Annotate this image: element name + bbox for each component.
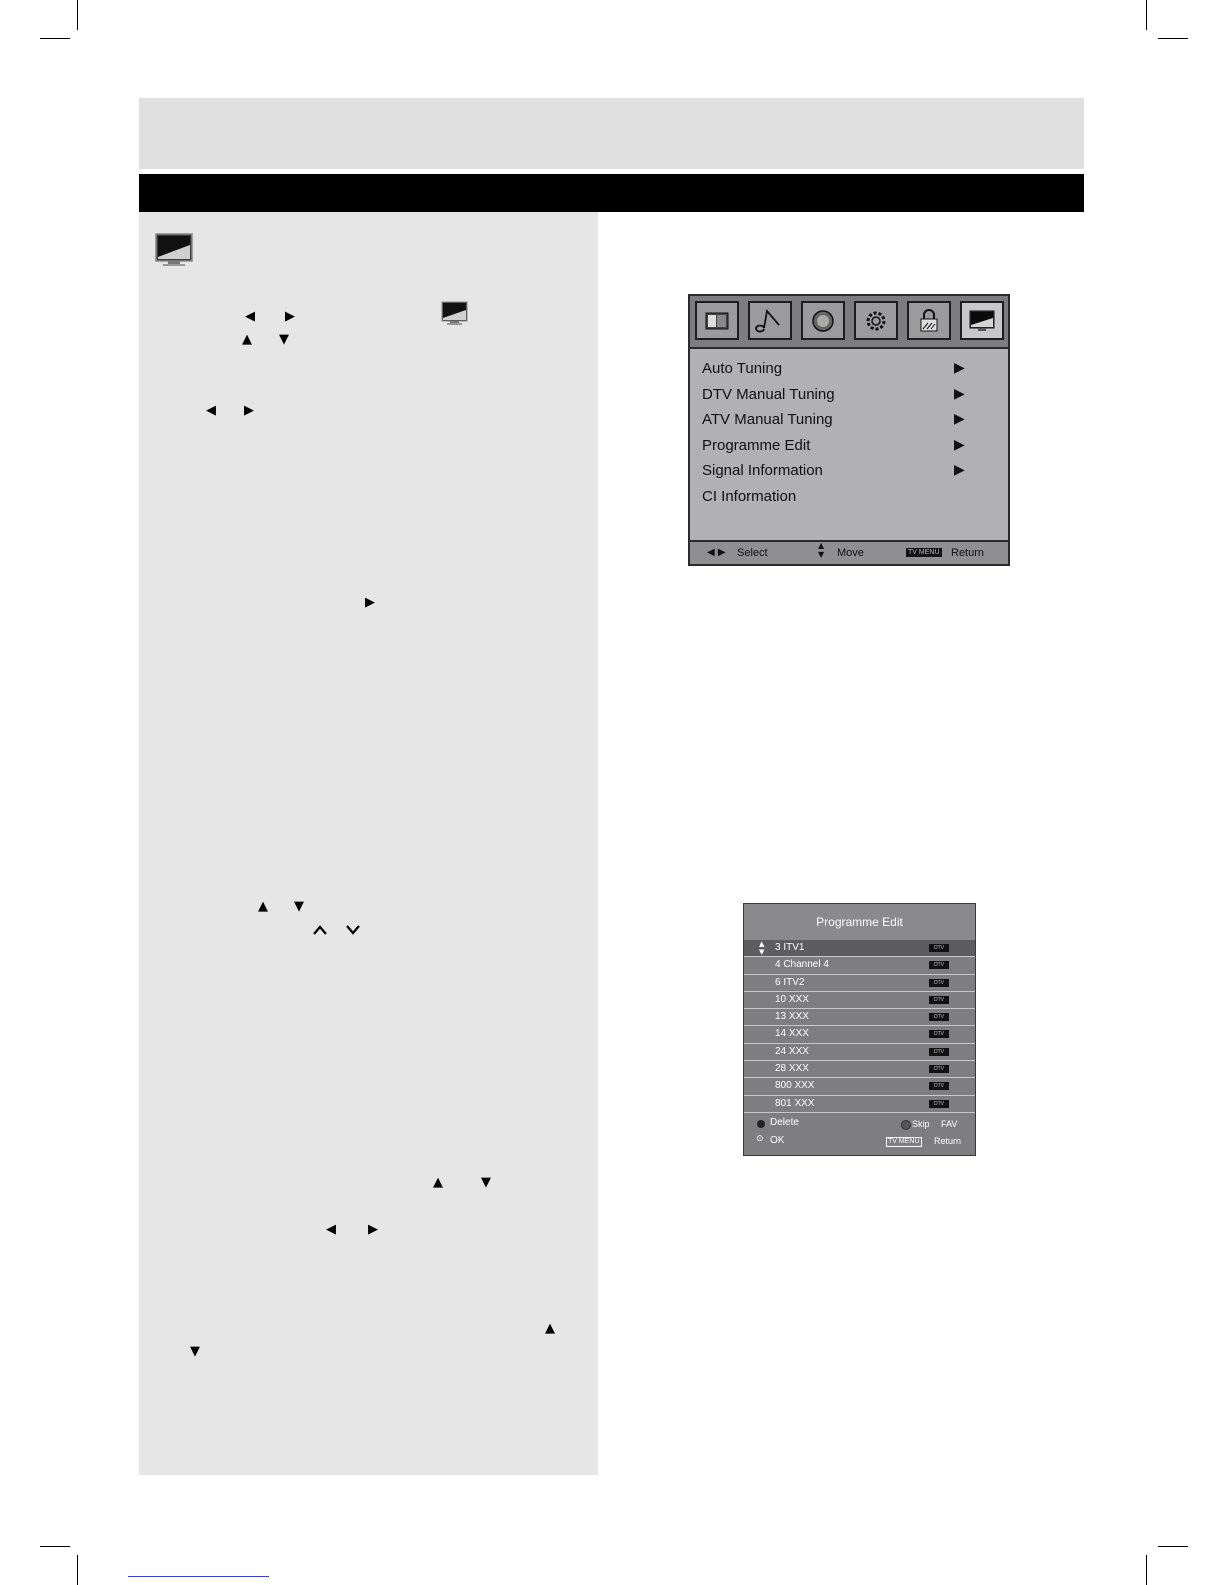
ok-hint: OK <box>770 1135 785 1146</box>
menu-item-auto-tuning[interactable] <box>702 356 992 382</box>
tv-menu-key: TV MENU <box>908 549 940 556</box>
programme-name: 6 ITV2 <box>775 976 805 988</box>
menu-tab-bar <box>690 296 1008 349</box>
dtv-badge: DTV <box>929 1030 949 1038</box>
programme-name: 24 XXX <box>775 1045 809 1057</box>
menu-item-dtv-manual-tuning[interactable] <box>702 382 992 408</box>
left-arrow-icon: ◀ <box>206 403 216 418</box>
down-arrow-icon: ▼ <box>190 1344 200 1359</box>
fav-hint: FAV <box>941 1119 958 1129</box>
chevron-up-icon <box>312 924 328 936</box>
ok-button-icon: ⊙ <box>756 1134 764 1144</box>
tv-menu-screen <box>688 294 1010 566</box>
instructions-column <box>139 212 598 1475</box>
crop-mark <box>40 38 70 39</box>
up-arrow-icon: ▲ <box>433 1175 443 1190</box>
dtv-badge: DTV <box>929 1082 949 1090</box>
dtv-badge: DTV <box>929 1065 949 1073</box>
return-hint: Return <box>951 547 985 559</box>
programme-row[interactable] <box>744 1026 975 1043</box>
right-arrow-icon: ▶ <box>954 436 965 453</box>
programme-list <box>744 940 975 1113</box>
green-button-icon <box>901 1120 911 1130</box>
menu-list <box>702 356 992 509</box>
menu-footer <box>690 540 1008 564</box>
menu-item-signal-information[interactable] <box>702 458 992 484</box>
red-button-icon <box>757 1120 765 1128</box>
right-arrow-icon: ▶ <box>954 462 965 478</box>
up-arrow-icon: ▲ <box>258 899 268 914</box>
down-arrow-icon: ▼ <box>279 332 289 347</box>
menu-item-label: DTV Manual Tuning <box>702 385 835 403</box>
programme-name: 4 Channel 4 <box>775 959 829 971</box>
programme-name: 3 ITV1 <box>775 942 805 953</box>
programme-row[interactable] <box>744 940 975 957</box>
dtv-badge: DTV <box>929 996 949 1004</box>
right-arrow-icon: ▶ <box>954 360 965 376</box>
left-arrow-icon: ◀ <box>245 309 255 324</box>
crop-mark <box>1158 1546 1188 1547</box>
crop-mark <box>1146 0 1147 30</box>
programme-row[interactable] <box>744 975 975 992</box>
programme-row[interactable] <box>744 1078 975 1095</box>
menu-item-ci-information[interactable] <box>702 484 992 510</box>
right-arrow-icon: ▶ <box>365 595 375 610</box>
programme-name: 801 XXX <box>775 1097 815 1109</box>
lock-icon[interactable] <box>907 301 951 340</box>
up-down-arrows-icon: ▲ ▼ <box>759 940 765 956</box>
crop-mark <box>1158 38 1188 39</box>
programme-name: 800 XXX <box>775 1080 815 1092</box>
delete-hint: Delete <box>770 1117 799 1128</box>
right-arrow-icon: ▶ <box>244 403 254 418</box>
dtv-badge: DTV <box>929 961 949 969</box>
tv-icon <box>441 301 468 326</box>
programme-row[interactable] <box>744 992 975 1009</box>
menu-item-programme-edit[interactable] <box>702 433 992 459</box>
chevron-down-icon <box>345 924 361 936</box>
return-hint: Return <box>934 1136 962 1146</box>
link-underline <box>128 1576 269 1577</box>
clock-icon[interactable] <box>801 301 845 340</box>
programme-name: 14 XXX <box>775 1028 809 1040</box>
right-arrow-icon: ▶ <box>285 309 295 324</box>
programme-row[interactable] <box>744 1044 975 1061</box>
tv-channel-icon[interactable] <box>960 301 1004 340</box>
programme-row[interactable] <box>744 1096 975 1113</box>
skip-hint: Skip <box>912 1119 930 1129</box>
dtv-badge: DTV <box>929 1100 949 1108</box>
tv-icon <box>155 233 193 267</box>
move-hint: Move <box>837 547 864 559</box>
programme-row[interactable] <box>744 1009 975 1026</box>
menu-item-label: ATV Manual Tuning <box>702 411 833 428</box>
programme-row[interactable] <box>744 957 975 974</box>
menu-item-label: CI Information <box>702 487 797 505</box>
header-band <box>139 98 1084 169</box>
left-arrow-icon: ◀ <box>326 1222 336 1237</box>
programme-edit-footer <box>744 1114 975 1155</box>
setup-gear-icon[interactable] <box>854 301 898 340</box>
right-arrow-icon: ▶ <box>954 411 965 427</box>
programme-row[interactable] <box>744 1061 975 1078</box>
up-arrow-icon: ▲ <box>545 1321 555 1336</box>
right-arrow-icon: ▶ <box>368 1222 378 1237</box>
down-arrow-icon: ▼ <box>294 899 304 914</box>
crop-mark <box>1146 1555 1147 1585</box>
right-arrow-icon: ▶ <box>954 385 965 402</box>
programme-name: 13 XXX <box>775 1011 809 1023</box>
menu-item-label: Signal Information <box>702 462 823 479</box>
up-down-arrows-icon: ▲ ▼ <box>818 541 825 559</box>
tv-menu-key: TV MENU <box>888 1138 920 1145</box>
menu-item-label: Auto Tuning <box>702 360 783 377</box>
programme-edit-title: Programme Edit <box>744 904 975 940</box>
title-bar <box>139 174 1084 212</box>
dtv-badge: DTV <box>929 979 949 987</box>
crop-mark <box>77 1555 78 1585</box>
up-arrow-icon: ▲ <box>242 332 252 347</box>
dtv-badge: DTV <box>929 1013 949 1021</box>
down-arrow-icon: ▼ <box>481 1175 491 1190</box>
menu-item-atv-manual-tuning[interactable] <box>702 407 992 433</box>
crop-mark <box>77 0 78 30</box>
dtv-badge: DTV <box>929 944 949 952</box>
programme-name: 10 XXX <box>775 993 809 1005</box>
select-hint: Select <box>737 547 768 559</box>
left-right-arrows-icon: ◀ ▶ <box>707 547 726 558</box>
crop-mark <box>40 1546 70 1547</box>
dtv-badge: DTV <box>929 1048 949 1056</box>
programme-name: 28 XXX <box>775 1063 809 1075</box>
programme-edit-screen <box>743 903 976 1156</box>
sound-icon[interactable] <box>748 301 792 340</box>
picture-icon[interactable] <box>695 301 739 340</box>
menu-item-label: Programme Edit <box>702 436 811 454</box>
